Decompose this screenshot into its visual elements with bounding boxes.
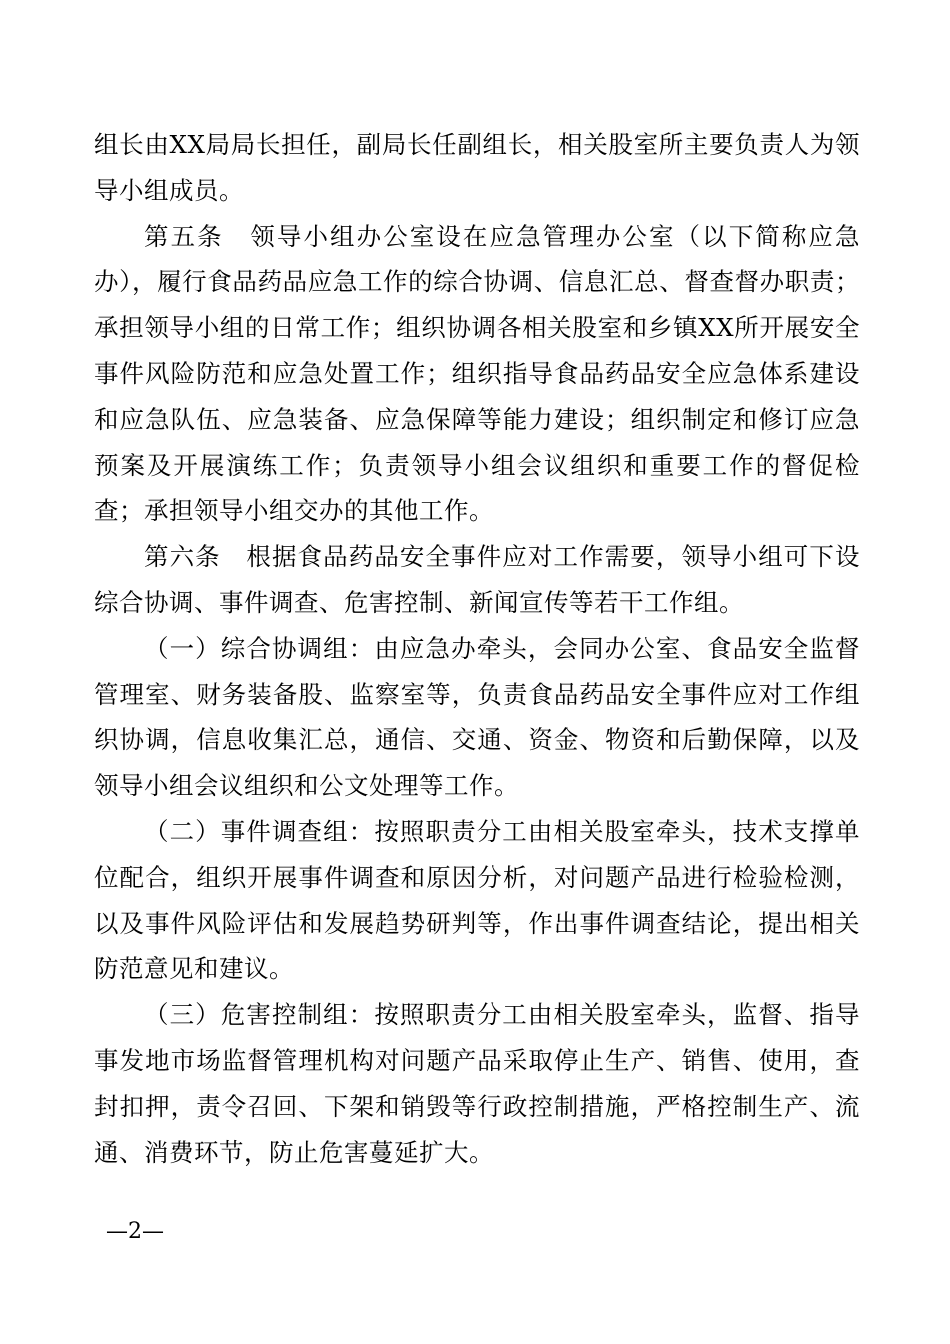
paragraph-continuation: 组长由XX局局长担任，副局长任副组长，相关股室所主要负责人为领导小组成员。 <box>94 130 860 205</box>
paragraph-coordination-group: （一）综合协调组：由应急办牵头，会同办公室、食品安全监督管理室、财务装备股、监察室等，负责食品药品安全事件应对工作组织协调，信息收集汇总，通信、交通、资金、物资和后勤保障，以及领导小组会议组织和公文处理等工作。 <box>94 633 860 801</box>
page-number: —2— <box>106 1219 164 1244</box>
paragraph-hazard-control-group: （三）危害控制组：按照职责分工由相关股室牵头，监督、指导事发地市场监督管理机构对问题产品采取停止生产、销售、使用，查封扣押，责令召回、下架和销毁等行政控制措施，严格控制生产、流通、消费环节，防止危害蔓延扩大。 <box>94 1000 860 1167</box>
paragraph-article-6: 第六条 根据食品药品安全事件应对工作需要，领导小组可下设综合协调、事件调查、危害控制、新闻宣传等若干工作组。 <box>94 542 860 617</box>
paragraph-investigation-group: （二）事件调查组：按照职责分工由相关股室牵头，技术支撑单位配合，组织开展事件调查和原因分析，对问题产品进行检验检测，以及事件风险评估和发展趋势研判等，作出事件调查结论，提出相关防范意见和建议。 <box>94 816 860 984</box>
paragraph-article-5: 第五条 领导小组办公室设在应急管理办公室（以下简称应急办），履行食品药品应急工作的综合协调、信息汇总、督查督办职责；承担领导小组的日常工作；组织协调各相关股室和乡镇XX所开展安全事件风险防范和应急处置工作；组织指导食品药品安全应急体系建设和应急队伍、应急装备、应急保障等能力建设；组织制定和修订应急预案及开展演练工作；负责领导小组会议组织和重要工作的督促检查；承担领导小组交办的其他工作。 <box>94 221 860 526</box>
document-body <box>94 122 860 1175</box>
